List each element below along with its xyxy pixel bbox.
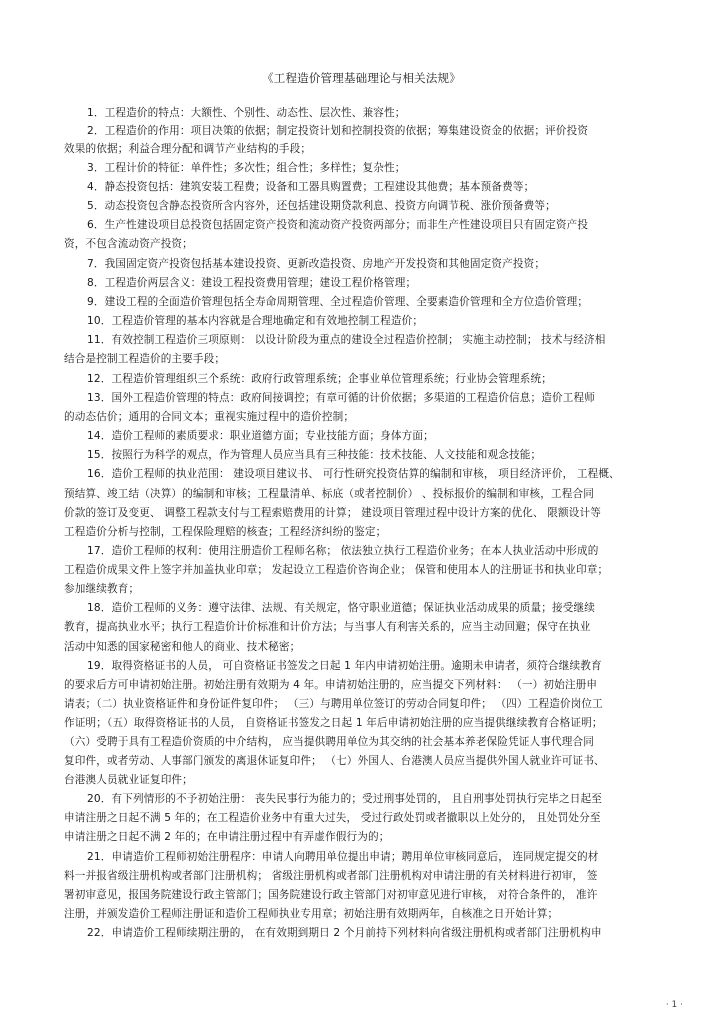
text-line: 请表；（二）执业资格证件和身份证件复印件； （三）与聘用单位签订的劳动合同复印件； （四）工程造价岗位工 xyxy=(64,698,603,710)
text-line: 10．工程造价管理的基本内容就是合理地确定和有效地控制工程造价； xyxy=(87,315,424,327)
text-line: 17．造价工程师的权利：使用注册造价工程师名称； 依法独立执行工程造价业务；在本人执业活动中形成的 xyxy=(87,545,599,557)
text-line: 料一并报省级注册机构或者部门注册机构； 省级注册机构或者部门注册机构对申请注册的有关材料进行初审， 签 xyxy=(64,870,598,882)
text-line: 教育，提高执业水平；执行工程造价计价标准和计价方法；与当事人有利害关系的，应当主动回避；保守在执业 xyxy=(64,621,591,633)
text-line: 复印件，或者劳动、人事部门颁发的离退休证复印件； （七）外国人、台港澳人员应当提供外国人就业许可证书、 xyxy=(64,755,605,767)
page-number: · 1 · xyxy=(665,1000,683,1010)
text-line: 14．造价工程师的素质要求：职业道德方面；专业技能方面；身体方面； xyxy=(87,430,434,442)
text-line: 的动态估价；通用的合同文本；重视实施过程中的造价控制； xyxy=(64,411,355,423)
document-title: 《工程造价管理基础理论与相关法规》 xyxy=(262,71,461,85)
text-line: 21．申请造价工程师初始注册程序：申请人向聘用单位提出申请；聘用单位审核同意后， 连同规定提交的材 xyxy=(87,851,599,863)
text-line: 注册，并颁发造价工程师注册证和造价工程师执业专用章；初始注册有效期两年，自核准之日开始计算； xyxy=(64,908,559,920)
text-line: 4．静态投资包括：建筑安装工程费；设备和工器具购置费；工程建设其他费；基本预备费等； xyxy=(87,181,535,193)
text-line: 工程造价成果文件上签字并加盖执业印章； 发起设立工程造价咨询企业； 保管和使用本人的注册证书和执业印章； xyxy=(64,564,609,576)
text-line: 18．造价工程师的义务：遵守法律、法规、有关规定，恪守职业道德；保证执业活动成果的质量；接受继续 xyxy=(87,602,595,614)
text-line: 5．动态投资包含静态投资所含内容外，还包括建设期贷款利息、投资方向调节税、涨价预备费等； xyxy=(87,200,556,212)
text-line: （六）受聘于具有工程造价资质的中介结构， 应当提供聘用单位为其交纳的社会基本养老保险凭证人事代理合同 xyxy=(64,736,594,748)
text-line: 1．工程造价的特点：大额性、个别性、动态性、层次性、兼容性； xyxy=(87,107,406,119)
text-line: 3．工程计价的特征：单件性；多次性；组合性；多样性；复杂性； xyxy=(87,162,406,174)
text-line: 13．国外工程造价管理的特点：政府间接调控；有章可循的计价依据；多渠道的工程造价信息；造价工程师 xyxy=(87,392,595,404)
text-line: 效果的依据；利益合理分配和调节产业结构的手段； xyxy=(64,143,312,155)
text-line: 7．我国固定资产投资包括基本建设投资、更新改造投资、房地产开发投资和其他固定资产投资； xyxy=(87,258,546,270)
text-line: 8．工程造价两层含义：建设工程投资费用管理；建设工程价格管理； xyxy=(87,277,417,289)
text-line: 申请注册之日起不满 5 年的；在工程造价业务中有重大过失， 受过行政处罚或者撤职以上处分的， 且处罚处分至 xyxy=(64,812,601,824)
text-line: 作证明；（五）取得资格证书的人员， 自资格证书签发之日起 1 年后申请初始注册的应当提供继续教育合格证明； xyxy=(64,717,603,729)
text-line: 15．按照行为科学的观点，作为管理人员应当具有三种技能：技术技能、人文技能和观念技能； xyxy=(87,449,542,461)
text-line: 预结算、竣工结（决算）的编制和审核；工程量清单、标底（或者控制价） 、投标报价的编制和审核，工程合同 xyxy=(64,488,594,500)
text-line: 2．工程造价的作用：项目决策的依据；制定投资计划和控制投资的依据；筹集建设资金的依据；评价投资 xyxy=(87,125,589,137)
text-line: 的要求后方可申请初始注册。初始注册有效期为 4 年。申请初始注册的，应当提交下列材料： （一）初始注册申 xyxy=(64,679,598,691)
text-line: 9．建设工程的全面造价管理包括全寿命周期管理、全过程造价管理、全要素造价管理和全方位造价管理； xyxy=(87,296,589,308)
text-line: 活动中知悉的国家秘密和他人的商业、技术秘密； xyxy=(64,641,301,653)
text-line: 11．有效控制工程造价三项原则： 以设计阶段为重点的建设全过程造价控制； 实施主动控制； 技术与经济相 xyxy=(87,334,606,346)
text-line: 16．造价工程师的执业范围： 建设项目建议书、 可行性研究投资估算的编制和审核， 项目经济评价， 工程概、 xyxy=(87,468,620,480)
text-line: 署初审意见，报国务院建设行政主管部门；国务院建设行政主管部门对初审意见进行审核， 对符合条件的， 准许 xyxy=(64,889,598,901)
text-line: 结合是控制工程造价的主要手段； xyxy=(64,353,226,365)
text-line: 台港澳人员就业证复印件； xyxy=(64,774,193,786)
text-line: 19．取得资格证书的人员， 可自资格证书签发之日起 1 年内申请初始注册。逾期未申请者，须符合继续教育 xyxy=(87,660,602,672)
text-line: 20．有下列情形的不予初始注册： 丧失民事行为能力的；受过刑事处罚的， 且自刑事处罚执行完毕之日起至 xyxy=(87,793,603,805)
text-line: 22．申请造价工程师续期注册的， 在有效期到期日 2 个月前持下列材料向省级注册机构或者部门注册机构申 xyxy=(87,927,602,939)
text-line: 12．工程造价管理组织三个系统：政府行政管理系统；企事业单位管理系统；行业协会管理系统； xyxy=(87,373,553,385)
text-line: 工程造价分析与控制，工程保险理赔的核查；工程经济纠纷的鉴定； xyxy=(64,526,387,538)
text-line: 参加继续教育； xyxy=(64,583,140,595)
text-line: 6．生产性建设项目总投资包括固定资产投资和流动资产投资两部分；而非生产性建设项目只有固定资产投 xyxy=(87,219,589,231)
text-line: 资，不包含流动资产投资； xyxy=(64,238,193,250)
text-line: 价款的签订及变更、 调整工程款支付与工程索赔费用的计算； 建设项目管理过程中设计方案的优化、 限额设计等 xyxy=(64,507,601,519)
text-line: 申请注册之日起不满 2 年的；在申请注册过程中有弄虚作假行为的； xyxy=(64,831,390,843)
